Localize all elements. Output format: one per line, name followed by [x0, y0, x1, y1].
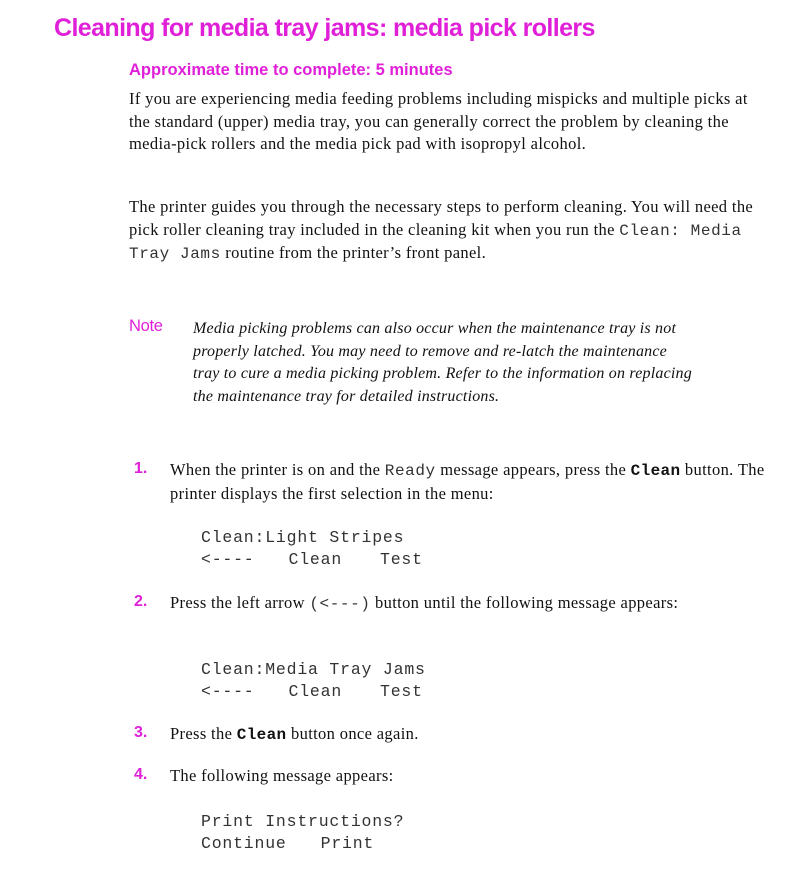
- step-3-number: 3.: [134, 724, 148, 741]
- step-1-text: [170, 459, 770, 505]
- display-line: Print Instructions?: [201, 812, 405, 831]
- step-1-text-a: When the printer is on and the: [170, 460, 385, 479]
- display-options: [201, 833, 404, 855]
- step-1-text-b: message appears, press the: [435, 460, 631, 479]
- display-line: Clean:Media Tray Jams: [201, 660, 426, 679]
- step-3-text-a: Press the: [170, 724, 237, 743]
- display-option-continue: Continue: [201, 834, 287, 853]
- clean-button-name: Clean: [630, 462, 681, 480]
- intro-paragraph: If you are experiencing media feeding problems including mispicks and multiple picks at the standard (upper) media tray, you can generally correct the problem by cleaning the media-pick rollers and the media pick pad with isopropyl alcohol.: [129, 89, 748, 153]
- display-panel-2: [201, 659, 426, 703]
- step-2-text-b: button until the following message appears:: [370, 593, 679, 612]
- routine-name: Clean: Media Tray Jams: [129, 221, 742, 263]
- ready-message: Ready: [384, 462, 436, 480]
- time-to-complete: Approximate time to complete: 5 minutes: [129, 61, 453, 79]
- display-option-print: Print: [320, 834, 375, 853]
- display-panel-4: [201, 811, 404, 855]
- guide-text-end: routine from the printer’s front panel.: [220, 243, 487, 262]
- step-3-text: [170, 723, 770, 747]
- step-2-text-a: Press the left arrow: [170, 593, 310, 612]
- left-arrow: <----: [201, 682, 255, 701]
- note-label: Note: [129, 317, 163, 335]
- step-1-text-c: button. The printer displays the first selection in the menu:: [170, 460, 765, 503]
- display-options: [201, 549, 423, 571]
- display-option-test: Test: [380, 682, 423, 701]
- display-option-test: Test: [380, 550, 423, 569]
- step-3-text-b: button once again.: [286, 724, 419, 743]
- left-arrow: <----: [201, 550, 255, 569]
- display-panel-1: [201, 527, 423, 571]
- note-text: Media picking problems can also occur when the maintenance tray is not properly latched. You may need to remove and re-latch the maintenance tray to cure a media picking problem. Refer to the information on replacing the maintenance tray for detailed instructions.: [193, 320, 692, 405]
- step-1-number: 1.: [134, 460, 148, 477]
- guide-paragraph: [129, 196, 769, 266]
- clean-button-name: Clean: [236, 726, 287, 744]
- display-option-clean: Clean: [288, 550, 343, 569]
- guide-text-start: The printer guides you through the necessary steps to perform cleaning. You will need the pick roller cleaning tray included in the cleaning kit when you run the: [129, 197, 754, 239]
- display-option-clean: Clean: [288, 682, 343, 701]
- step-2-number: 2.: [134, 593, 148, 610]
- step-4-text: The following message appears:: [170, 766, 394, 785]
- display-line: Clean:Light Stripes: [201, 528, 405, 547]
- left-arrow-label: (<---): [309, 595, 371, 613]
- page-title: Cleaning for media tray jams: media pick rollers: [54, 14, 595, 42]
- display-options: [201, 681, 426, 703]
- step-4-number: 4.: [134, 766, 148, 783]
- step-2-text: [170, 592, 770, 616]
